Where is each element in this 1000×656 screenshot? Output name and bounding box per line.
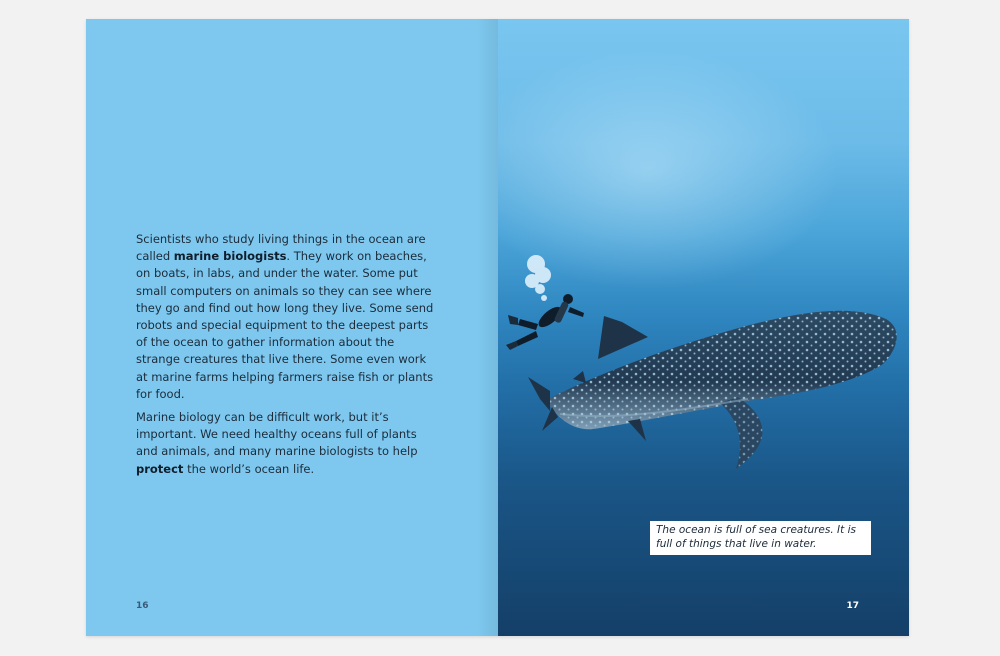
- paragraph-marine-biologists: [136, 231, 436, 403]
- term-protect: protect: [136, 461, 184, 476]
- left-page: [86, 19, 498, 636]
- page-number-left: 16: [136, 601, 149, 611]
- right-page: [498, 19, 909, 636]
- scuba-diver: [506, 294, 584, 350]
- photo-caption: The ocean is full of sea creatures. It is full of things that live in water.: [650, 521, 871, 555]
- page-number-right: 17: [846, 601, 859, 611]
- paragraph2-text-start: Marine biology can be difficult work, but it’s important. We need healthy oceans full of plants and animals, and many marine biologists to help: [136, 410, 418, 459]
- term-marine-biologists: marine biologists: [173, 249, 287, 264]
- paragraph2-text-end: the world’s ocean life.: [183, 461, 315, 476]
- paragraph1-text-end: . They work on beaches, on boats, in labs, and under the water. Some put small computers on animals so they can see where they go and find out how long they live. Some send robots and special equipment to the deepest parts of the ocean to gather information about the strange creatures that live there. Some even work at marine farms helping farmers raise fish or plants for food.: [136, 249, 434, 401]
- paragraph1-text-start: Scientists who study living things in the ocean are called: [136, 232, 426, 264]
- paragraph-marine-biology-importance: [136, 409, 436, 478]
- whale-shark: [528, 311, 897, 469]
- body-text: [136, 231, 436, 484]
- book-spread: [86, 19, 909, 636]
- light-glow: [498, 49, 838, 289]
